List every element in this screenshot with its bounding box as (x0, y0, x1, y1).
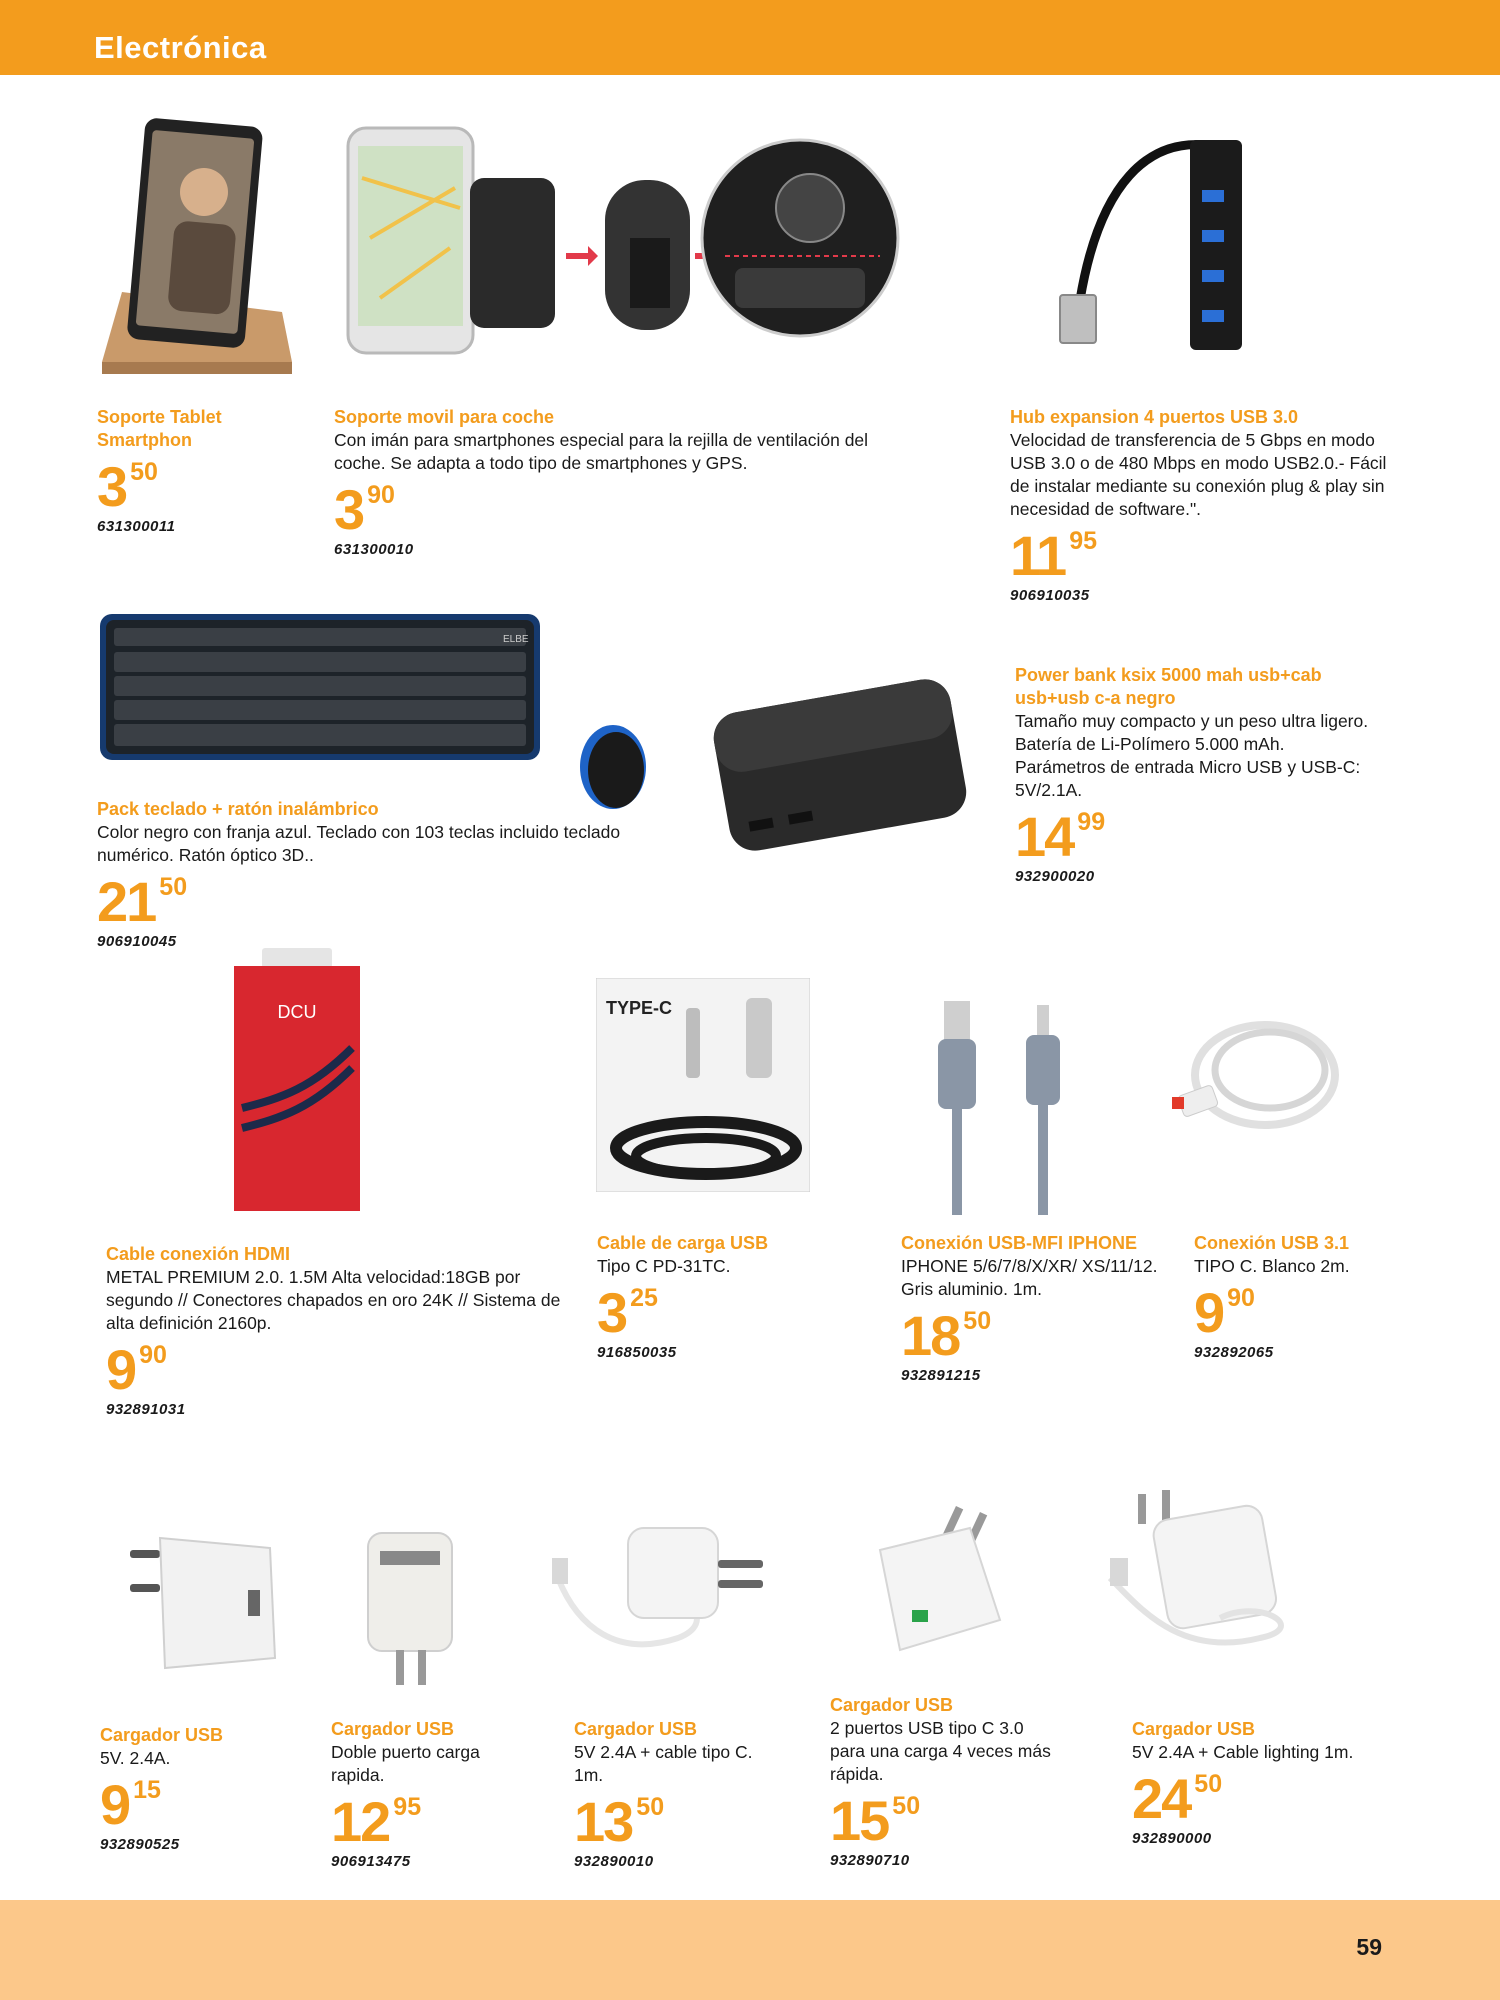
price-decimal: 90 (139, 1341, 167, 1369)
product-price (1194, 1281, 1394, 1344)
price-integer: 21 (97, 870, 156, 933)
price-decimal: 50 (636, 1793, 665, 1821)
product-charger-5 (1132, 1718, 1362, 1847)
product-code: 932890525 (100, 1836, 180, 1853)
product-description: 5V 2.4A + cable tipo C. 1m. (574, 1742, 753, 1785)
section-title: Electrónica (94, 30, 267, 65)
type-c-label: TYPE-C (606, 998, 673, 1018)
product-description: 5V. 2.4A. (100, 1748, 171, 1768)
product-hdmi-cable (106, 1243, 576, 1418)
product-price (106, 1338, 576, 1401)
product-price (1010, 524, 1410, 587)
product-code: 906910035 (1010, 587, 1090, 604)
price-decimal: 15 (133, 1776, 161, 1804)
product-keyboard-pack (97, 798, 657, 950)
page-footer (0, 1900, 1500, 2000)
price-integer: 18 (901, 1304, 960, 1367)
tablet-stand-image (92, 112, 302, 387)
product-description: Tipo C PD-31TC. (597, 1256, 731, 1276)
product-name: Soporte Tablet Smartphon (97, 407, 222, 450)
product-price (597, 1281, 797, 1344)
price-decimal: 95 (1069, 527, 1098, 555)
product-code: 906913475 (331, 1853, 411, 1870)
product-name: Conexión USB-MFI IPHONE (901, 1233, 1138, 1253)
product-name: Conexión USB 3.1 (1194, 1233, 1350, 1253)
product-charger-3 (574, 1718, 784, 1870)
product-description: 5V 2.4A + Cable lighting 1m. (1132, 1742, 1354, 1762)
product-price (97, 870, 657, 933)
type-c-cable-image (596, 978, 810, 1192)
product-name: Cable de carga USB (597, 1233, 769, 1253)
charger-5-image (1100, 1488, 1330, 1673)
product-name: Cargador USB (100, 1725, 224, 1745)
product-price (97, 455, 267, 518)
power-bank-image (700, 675, 980, 855)
product-price (1015, 805, 1375, 868)
product-code: 631300010 (334, 541, 414, 558)
product-tablet-stand (97, 406, 267, 535)
product-description: Color negro con franja azul. Teclado con 103 teclas incluido teclado numérico. Ratón óptico 3D.. (97, 822, 621, 865)
product-usb-mfi-iphone (901, 1232, 1171, 1384)
product-name: Cable conexión HDMI (106, 1244, 291, 1264)
product-power-bank (1015, 664, 1375, 885)
price-decimal: 50 (130, 458, 158, 486)
charger-2-image (360, 1525, 460, 1690)
product-description: Velocidad de transferencia de 5 Gbps en modo USB 3.0 o de 480 Mbps en modo USB2.0.- Fácil de instalar mediante su conexión plug & play sin necesidad de software.". (1010, 430, 1387, 519)
product-description: IPHONE 5/6/7/8/X/XR/ XS/11/12. Gris aluminio. 1m. (901, 1256, 1158, 1299)
product-name: Cargador USB (574, 1719, 698, 1739)
product-name: Soporte movil para coche (334, 407, 555, 427)
product-code: 932900020 (1015, 868, 1095, 885)
product-description: Tamaño muy compacto y un peso ultra ligero. Batería de Li-Polímero 5.000 mAh. Parámetros de entrada Micro USB y USB-C: 5V/2.1A. (1015, 711, 1369, 800)
product-usb-31 (1194, 1232, 1394, 1361)
price-decimal: 90 (1227, 1284, 1255, 1312)
product-price (331, 1790, 521, 1853)
price-integer: 14 (1015, 805, 1074, 868)
product-description: Con imán para smartphones especial para la rejilla de ventilación del coche. Se adapta a todo tipo de smartphones y GPS. (334, 430, 869, 473)
price-integer: 3 (97, 455, 127, 518)
product-price (830, 1789, 1060, 1852)
price-integer: 3 (334, 478, 364, 541)
product-car-holder (334, 406, 894, 558)
page-number: 59 (1356, 1934, 1382, 1960)
product-code: 932891031 (106, 1401, 186, 1418)
product-usb-charge-cable (597, 1232, 797, 1361)
product-price (574, 1790, 784, 1853)
product-charger-2 (331, 1718, 521, 1870)
price-integer: 12 (331, 1790, 390, 1853)
product-description: METAL PREMIUM 2.0. 1.5M Alta velocidad:18GB por segundo // Conectores chapados en oro 24K // Sistema de alta definición 2160p. (106, 1267, 561, 1333)
product-code: 932892065 (1194, 1344, 1274, 1361)
product-name: Pack teclado + ratón inalámbrico (97, 799, 379, 819)
product-name: Hub expansion 4 puertos USB 3.0 (1010, 407, 1299, 427)
product-usb-hub (1010, 406, 1410, 604)
price-decimal: 50 (159, 873, 188, 901)
product-description: Doble puerto carga rapida. (331, 1742, 480, 1785)
white-cable-image (1160, 985, 1350, 1165)
keyboard-brand-label: ELBE (503, 634, 529, 645)
product-code: 932890000 (1132, 1830, 1212, 1847)
usb-hub-image (1040, 120, 1280, 360)
product-name: Cargador USB (331, 1719, 455, 1739)
price-integer: 9 (106, 1338, 136, 1401)
price-decimal: 50 (1194, 1770, 1223, 1798)
price-integer: 13 (574, 1790, 633, 1853)
product-charger-4 (830, 1694, 1060, 1869)
product-code: 932890710 (830, 1852, 910, 1869)
price-decimal: 25 (630, 1284, 658, 1312)
keyboard-mouse-image (98, 612, 650, 812)
price-integer: 11 (1010, 524, 1066, 587)
price-integer: 9 (1194, 1281, 1224, 1344)
price-integer: 15 (830, 1789, 889, 1852)
product-price (901, 1304, 1171, 1367)
car-holder-image (340, 118, 900, 363)
price-decimal: 95 (393, 1793, 422, 1821)
product-price (100, 1773, 280, 1836)
product-charger-1 (100, 1724, 280, 1853)
product-code: 932890010 (574, 1853, 654, 1870)
price-integer: 3 (597, 1281, 627, 1344)
product-code: 916850035 (597, 1344, 677, 1361)
hdmi-box-image (232, 948, 362, 1213)
charger-3-image (548, 1508, 778, 1683)
price-decimal: 99 (1077, 808, 1106, 836)
charger-1-image (120, 1528, 290, 1678)
product-code: 932891215 (901, 1367, 981, 1384)
product-name: Cargador USB (830, 1695, 954, 1715)
price-integer: 24 (1132, 1767, 1191, 1830)
product-description: TIPO C. Blanco 2m. (1194, 1256, 1350, 1276)
price-decimal: 90 (367, 481, 395, 509)
price-decimal: 50 (963, 1307, 992, 1335)
lightning-cable-image (930, 995, 1080, 1215)
charger-4-image (860, 1500, 1010, 1660)
product-price (1132, 1767, 1362, 1830)
product-price (334, 478, 894, 541)
product-code: 906910045 (97, 933, 177, 950)
product-name: Power bank ksix 5000 mah usb+cab usb+usb c-a negro (1015, 665, 1322, 708)
product-name: Cargador USB (1132, 1719, 1256, 1739)
price-integer: 9 (100, 1773, 130, 1836)
product-code: 631300011 (97, 518, 176, 535)
product-description: 2 puertos USB tipo C 3.0 para una carga 4 veces más rápida. (830, 1718, 1051, 1784)
price-decimal: 50 (892, 1792, 921, 1820)
dcu-brand-label: DCU (277, 1002, 317, 1022)
page-header (0, 0, 1500, 75)
